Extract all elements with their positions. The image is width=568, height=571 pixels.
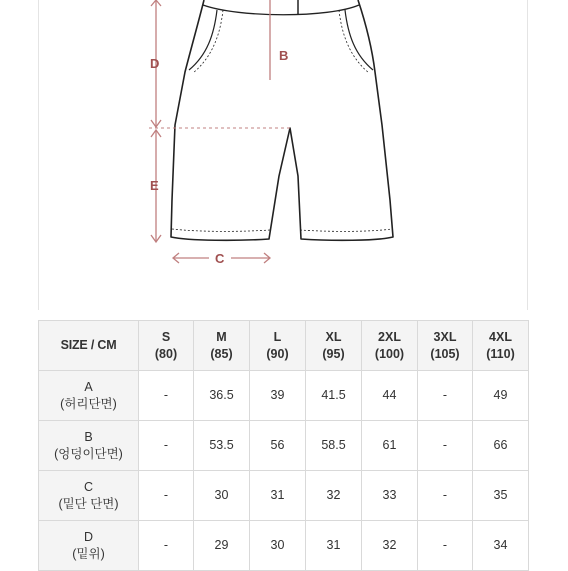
table-cell: - xyxy=(418,421,473,471)
dimension-b-label: B xyxy=(279,48,289,63)
size-number: (95) xyxy=(322,346,345,361)
table-cell: - xyxy=(418,521,473,571)
measurement-code: A xyxy=(84,379,93,394)
size-number: (85) xyxy=(210,346,233,361)
measurement-name: (밑단 단면) xyxy=(58,496,119,511)
measurement-name: (엉덩이단면) xyxy=(54,446,123,461)
table-cell: - xyxy=(139,521,194,571)
table-cell: 53.5 xyxy=(194,421,250,471)
size-number: (105) xyxy=(430,346,460,361)
table-cell: 36.5 xyxy=(194,371,250,421)
table-cell: 49 xyxy=(473,371,529,421)
size-header xyxy=(418,321,473,371)
table-cell: 66 xyxy=(473,421,529,471)
right-hem-stitch xyxy=(300,229,392,231)
size-number: (110) xyxy=(486,346,515,361)
table-cell: - xyxy=(139,371,194,421)
measurement-code: C xyxy=(83,479,94,494)
size-name: L xyxy=(273,329,282,344)
table-cell: 31 xyxy=(250,471,306,521)
table-cell: 56 xyxy=(250,421,306,471)
size-name: S xyxy=(161,329,171,344)
shorts-size-diagram xyxy=(39,0,529,310)
size-header-row xyxy=(39,321,529,371)
shorts-outline xyxy=(171,0,393,240)
size-name: XL xyxy=(325,329,342,344)
table-row xyxy=(39,421,529,471)
dimension-d-label: D xyxy=(150,56,160,71)
left-pocket-inner xyxy=(193,10,223,73)
size-header xyxy=(194,321,250,371)
table-cell: 61 xyxy=(362,421,418,471)
size-header xyxy=(362,321,418,371)
left-hem-stitch xyxy=(172,229,270,231)
measurement-name: (밑위) xyxy=(72,546,105,561)
measurement-label xyxy=(39,421,139,471)
table-cell: 30 xyxy=(250,521,306,571)
table-cell: 32 xyxy=(306,471,362,521)
measurement-code: B xyxy=(84,429,93,444)
measurement-label xyxy=(39,371,139,421)
table-cell: 58.5 xyxy=(306,421,362,471)
measurement-label xyxy=(39,471,139,521)
table-cell: 34 xyxy=(473,521,529,571)
size-number: (100) xyxy=(374,346,405,361)
measurement-label xyxy=(39,521,139,571)
table-row xyxy=(39,521,529,571)
table-cell: 44 xyxy=(362,371,418,421)
table-cell: 29 xyxy=(194,521,250,571)
size-number: (80) xyxy=(154,346,178,361)
dimension-c-label: C xyxy=(215,251,225,266)
size-header xyxy=(250,321,306,371)
size-table xyxy=(38,320,529,571)
size-name: 4XL xyxy=(489,329,512,344)
table-cell: - xyxy=(139,421,194,471)
table-cell: 33 xyxy=(362,471,418,521)
table-cell: 30 xyxy=(194,471,250,521)
size-header xyxy=(473,321,529,371)
table-row xyxy=(39,471,529,521)
size-number: (90) xyxy=(266,346,289,361)
size-header xyxy=(139,321,194,371)
table-row xyxy=(39,371,529,421)
size-name: 3XL xyxy=(433,329,457,344)
table-cell: 32 xyxy=(362,521,418,571)
diagram-panel xyxy=(38,0,528,310)
waistband-line xyxy=(203,5,359,15)
dimension-e-label: E xyxy=(150,178,159,193)
table-cell: - xyxy=(418,471,473,521)
size-header xyxy=(306,321,362,371)
table-corner-header: SIZE / CM xyxy=(39,321,139,371)
table-cell: - xyxy=(139,471,194,521)
table-cell: 31 xyxy=(306,521,362,571)
measurement-code: D xyxy=(83,529,94,544)
table-cell: 35 xyxy=(473,471,529,521)
measurement-name: (허리단면) xyxy=(60,396,117,411)
table-cell: 39 xyxy=(250,371,306,421)
table-cell: 41.5 xyxy=(306,371,362,421)
size-name: M xyxy=(216,329,227,344)
size-name: 2XL xyxy=(378,329,401,344)
table-cell: - xyxy=(418,371,473,421)
